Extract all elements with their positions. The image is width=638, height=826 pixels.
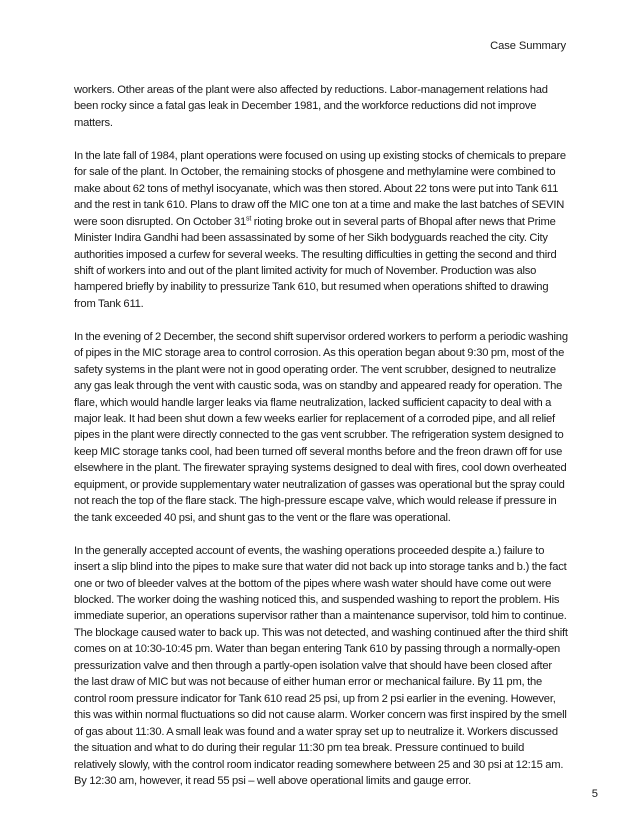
header-title: Case Summary (490, 40, 566, 52)
ordinal-superscript: st (246, 214, 252, 222)
page-number: 5 (591, 788, 598, 800)
paragraph-workers: workers. Other areas of the plant were also affected by reductions. Labor-management relations had been rocky since a fatal gas leak in December 1981, and the workforce reductions did not improve matters. (74, 84, 548, 129)
document-body (74, 82, 568, 806)
paragraph-text: In the late fall of 1984, plant operations were focused on using up existing stocks of chemicals to prepare for sale of the plant. In October, the remaining stocks of phosgene and methylamine were combined to make about 62 tons of methyl isocyanate, which was then stored. About 22 tons were put into Tank 611 and the rest in tank 610. Plans to draw off the MIC one ton at a time and make the last batches of SEVIN were soon disrupted. On October 31 (74, 149, 566, 228)
paragraph-text: rioting broke out in several parts of Bhopal after news that Prime Minister Indira Gandhi had been assassinated by some of her Sikh bodyguards reached the city. City authorities imposed a curfew for several weeks. The resulting difficulties in getting the second and third shift of workers into and out of the plant limited activity for much of November. Production was also hampered briefly by inability to pressurize Tank 610, but resumed when operations shifted to drawing from Tank 611. (74, 215, 557, 310)
page-header (490, 40, 566, 52)
paragraph-late-fall-1984 (74, 148, 568, 313)
paragraph-accepted-account: In the generally accepted account of events, the washing operations proceeded despite a.) failure to insert a slip blind into the pipes to make sure that water did not back up into storage tanks and b.) the fact one or two of bleeder valves at the bottom of the pipes where wash water should have come out were blocked. The worker doing the washing noticed this, and suspended washing to report the problem. His immediate superior, an operations supervisor rather than a maintenance supervisor, told him to continue. The blockage caused water to back up. This was not detected, and washing continued after the third shift comes on at 10:30-10:45 pm. Water than began entering Tank 610 by passing through a normally-open pressurization valve and then through a partly-open isolation valve that should have been closed after the last draw of MIC but was not because of either human error or mechanical failure. By 11 pm, the control room pressure indicator for Tank 610 read 25 psi, up from 2 psi earlier in the evening. However, this was within normal fluctuations so did not cause alarm. Worker concern was first inspired by the smell of gas about 11:30. A small leak was found and a water spray set up to neutralize it. Workers discussed the situation and what to do during their regular 11:30 pm tea break. Pressure continued to build relatively slowly, with the control room indicator reading somewhere between 25 and 30 psi at 12:15 am. By 12:30 am, however, it read 55 psi – well above operational limits and gauge error. (74, 544, 568, 787)
paragraph-evening-2-december: In the evening of 2 December, the second shift supervisor ordered workers to perform a periodic washing of pipes in the MIC storage area to control corrosion. As this operation began about 9:30 pm, most of the safety systems in the plant were not in good operating order. The vent scrubber, designed to neutralize any gas leak through the vent with caustic soda, was on standby and appeared ready for operation. The flare, which would handle larger leaks via flame neutralization, lacked sufficient capacity to deal with a major leak. It had been shut down a few weeks earlier for replacement of a corroded pipe, and all relief pipes in the plant were directly connected to the gas vent scrubber. The refrigeration system designed to keep MIC storage tanks cool, had been turned off several months before and the freon drawn off for use elsewhere in the plant. The firewater spraying systems designed to deal with fires, cool down overheated equipment, or provide supplementary water neutralization of gasses was operational but the spray could not reach the top of the flare stack. The high-pressure escape valve, which would release if pressure in the tank exceeded 40 psi, and shunt gas to the vent or the flare was operational. (74, 330, 568, 524)
